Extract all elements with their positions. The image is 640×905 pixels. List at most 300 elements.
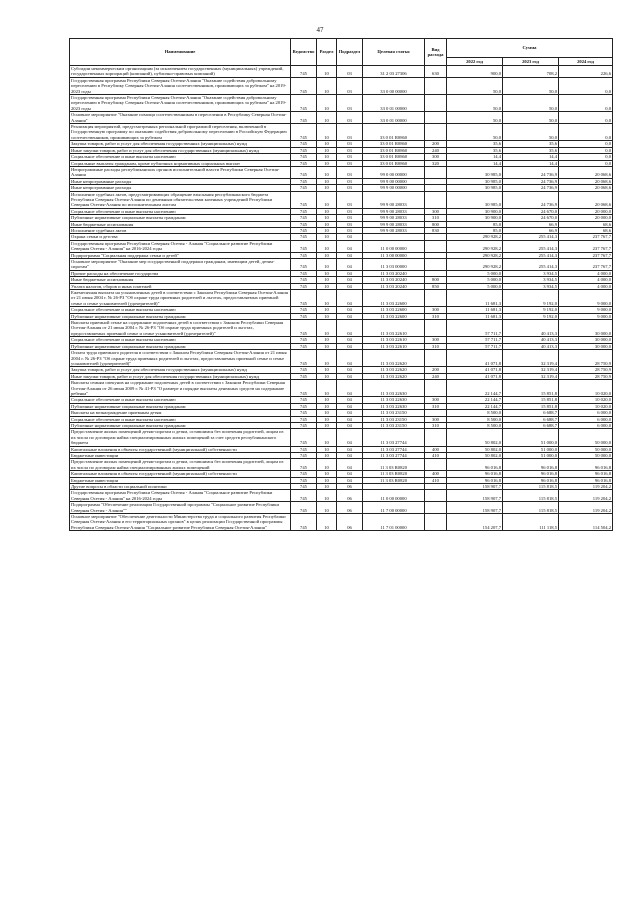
cell-name: Публичные нормативные социальные выплаты гражданам (70, 422, 291, 428)
cell-sum-2023: 255 414,3 (503, 234, 559, 240)
cell-section: 10 (317, 277, 337, 283)
cell-sum-2024: 20 000,0 (559, 208, 613, 214)
cell-target-article: 11 3 03 23150 (363, 422, 425, 428)
cell-target-article: 33 0 01 R0860 (363, 124, 425, 141)
table-row (70, 124, 613, 141)
cell-sum-2024: 6 000,0 (559, 422, 613, 428)
cell-subsection: 04 (337, 234, 363, 240)
cell-sum-2024: 6 000,0 (559, 416, 613, 422)
table-row (70, 514, 613, 531)
cell-subsection: 03 (337, 215, 363, 221)
cell-sum-2023: 40 413,3 (503, 343, 559, 349)
cell-name: Иные бюджетные ассигнования (70, 277, 291, 283)
cell-section: 10 (317, 471, 337, 477)
cell-subsection: 04 (337, 416, 363, 422)
cell-subsection: 04 (337, 277, 363, 283)
cell-target-article: 33 0 01 00000 (363, 95, 425, 112)
header-year-2022: 2022 год (447, 58, 503, 66)
cell-sum-2022: 30 985,0 (447, 191, 503, 208)
cell-sum-2022: 57 711,7 (447, 320, 503, 337)
cell-sum-2024: 4 000,0 (559, 277, 613, 283)
cell-sum-2022: 50 802,0 (447, 429, 503, 446)
cell-name: Подпрограмма "Социальная поддержка семьи и детей" (70, 252, 291, 258)
cell-subsection: 04 (337, 259, 363, 271)
cell-sum-2024: 237 767,7 (559, 252, 613, 258)
cell-sum-2024: 68,6 (559, 227, 613, 233)
cell-sum-2022: 22 144,7 (447, 403, 503, 409)
cell-sum-2023: 14,4 (503, 160, 559, 166)
cell-sum-2023: 14,4 (503, 154, 559, 160)
cell-expense-type (425, 77, 447, 94)
cell-ministry: 745 (291, 459, 317, 471)
cell-subsection: 03 (337, 112, 363, 124)
table-row (70, 490, 613, 502)
cell-section: 10 (317, 313, 337, 319)
cell-ministry: 745 (291, 514, 317, 531)
cell-target-article: 99 9 00 28033 (363, 227, 425, 233)
cell-name: Государственная программа Республики Северная Осетия-Алания "Оказание содействия добровольному переселению в Республику Северная Осетия-Алания соотечественников, проживающих за рубежом" на 2019-2023 годы (70, 77, 291, 94)
cell-expense-type: 310 (425, 422, 447, 428)
cell-ministry: 745 (291, 191, 317, 208)
cell-subsection: 04 (337, 313, 363, 319)
cell-subsection: 03 (337, 191, 363, 208)
cell-sum-2022: 50,0 (447, 112, 503, 124)
cell-subsection: 04 (337, 283, 363, 289)
cell-name: Исполнение судебных актов (70, 227, 291, 233)
cell-subsection: 04 (337, 373, 363, 379)
cell-sum-2022: 85,0 (447, 221, 503, 227)
cell-target-article: 33 0 01 R0860 (363, 147, 425, 153)
cell-sum-2022: 158 907,7 (447, 490, 503, 502)
cell-ministry: 745 (291, 208, 317, 214)
cell-expense-type: 300 (425, 337, 447, 343)
cell-expense-type (425, 95, 447, 112)
table-row (70, 459, 613, 471)
cell-target-article: 99 9 00 00000 (363, 178, 425, 184)
cell-section: 10 (317, 191, 337, 208)
cell-name: Социальное обеспечение и иные выплаты населению (70, 416, 291, 422)
cell-ministry: 745 (291, 320, 317, 337)
cell-ministry: 745 (291, 471, 317, 477)
header-section: Раздел (317, 39, 337, 66)
cell-sum-2022: 41 071,8 (447, 350, 503, 367)
cell-section: 10 (317, 259, 337, 271)
table-row (70, 191, 613, 208)
cell-target-article: 11 3 03 27744 (363, 429, 425, 446)
cell-sum-2023: 115 818,5 (503, 502, 559, 514)
cell-sum-2022: 22 144,7 (447, 380, 503, 397)
cell-sum-2022: 50 802,0 (447, 446, 503, 452)
cell-ministry: 745 (291, 259, 317, 271)
table-row (70, 380, 613, 397)
cell-ministry: 745 (291, 453, 317, 459)
cell-sum-2024: 0,0 (559, 147, 613, 153)
cell-expense-type (425, 290, 447, 307)
cell-ministry: 745 (291, 270, 317, 276)
cell-sum-2023: 3 934,5 (503, 283, 559, 289)
cell-target-article: 11 3 03 22610 (363, 343, 425, 349)
cell-subsection: 04 (337, 380, 363, 397)
cell-sum-2024: 96 016,8 (559, 477, 613, 483)
cell-subsection: 04 (337, 453, 363, 459)
cell-sum-2024: 237 767,7 (559, 240, 613, 252)
cell-name: Другие вопросы в области социальной политики (70, 484, 291, 490)
cell-subsection: 03 (337, 77, 363, 94)
cell-sum-2024: 119 204,2 (559, 484, 613, 490)
cell-section: 10 (317, 484, 337, 490)
cell-expense-type (425, 166, 447, 178)
cell-ministry: 745 (291, 422, 317, 428)
cell-section: 10 (317, 307, 337, 313)
cell-target-article: 99 9 00 28033 (363, 215, 425, 221)
cell-sum-2024: 237 767,7 (559, 259, 613, 271)
cell-sum-2023: 3 934,5 (503, 277, 559, 283)
cell-target-article: 11 3 03 20240 (363, 277, 425, 283)
cell-name: Предоставление жилых помещений детям-сиротам и детям, оставшимся без попечения родителей, лицам из их числа по договорам найма специализированных жилых помещений (70, 459, 291, 471)
cell-name: Субсидии некоммерческим организациям (за исключением государственных (муниципальных) учреждений, государственных корпораций (компаний), публично-правовых компаний) (70, 66, 291, 78)
cell-subsection: 03 (337, 166, 363, 178)
cell-sum-2023: 66,9 (503, 227, 559, 233)
cell-sum-2024: 10 020,0 (559, 397, 613, 403)
cell-sum-2023: 255 414,3 (503, 252, 559, 258)
cell-sum-2024: 20 000,0 (559, 215, 613, 221)
cell-sum-2022: 158 907,7 (447, 484, 503, 490)
cell-ministry: 745 (291, 66, 317, 78)
header-target-article: Целевая статья (363, 39, 425, 66)
cell-sum-2022: 290 928,2 (447, 252, 503, 258)
cell-sum-2023: 50,0 (503, 112, 559, 124)
cell-sum-2023: 708,2 (503, 66, 559, 78)
cell-sum-2022: 35,6 (447, 141, 503, 147)
cell-expense-type (425, 429, 447, 446)
header-name: Наименование (70, 39, 291, 66)
cell-sum-2022: 5 000,0 (447, 283, 503, 289)
cell-section: 10 (317, 283, 337, 289)
cell-target-article: 11 3 03 22610 (363, 337, 425, 343)
cell-ministry: 745 (291, 290, 317, 307)
cell-sum-2022: 96 016,8 (447, 459, 503, 471)
cell-expense-type (425, 490, 447, 502)
cell-ministry: 745 (291, 484, 317, 490)
cell-expense-type: 300 (425, 397, 447, 403)
cell-section: 10 (317, 160, 337, 166)
cell-expense-type: 200 (425, 141, 447, 147)
cell-sum-2022: 290 928,2 (447, 240, 503, 252)
cell-sum-2024: 0,0 (559, 160, 613, 166)
cell-ministry: 745 (291, 124, 317, 141)
cell-expense-type (425, 502, 447, 514)
cell-target-article: 11 3 03 23150 (363, 410, 425, 416)
cell-sum-2022: 14,4 (447, 154, 503, 160)
cell-target-article: 33 0 01 R0860 (363, 154, 425, 160)
cell-target-article: 11 3 03 22600 (363, 307, 425, 313)
cell-sum-2023: 24 736,9 (503, 185, 559, 191)
cell-expense-type (425, 514, 447, 531)
cell-sum-2024: 96 016,8 (559, 471, 613, 477)
cell-ministry: 745 (291, 367, 317, 373)
cell-section: 10 (317, 477, 337, 483)
cell-sum-2024: 20 068,6 (559, 178, 613, 184)
cell-name: Иные бюджетные ассигнования (70, 221, 291, 227)
cell-sum-2024: 30 000,0 (559, 343, 613, 349)
cell-sum-2024: 0,0 (559, 77, 613, 94)
table-row (70, 290, 613, 307)
cell-name: Государственная программа Республики Северная Осетия - Алания "Социальное развитие Республики Северная Осетия - Алания" на 2016-2024 годы (70, 490, 291, 502)
cell-subsection: 03 (337, 141, 363, 147)
cell-ministry: 745 (291, 240, 317, 252)
cell-target-article: 11 3 03 22600 (363, 313, 425, 319)
cell-name: Бюджетные инвестиции (70, 477, 291, 483)
cell-sum-2023: 111 118,5 (503, 514, 559, 531)
cell-sum-2023: 50,0 (503, 95, 559, 112)
cell-name: Социальное обеспечение и иные выплаты населению (70, 397, 291, 403)
cell-subsection: 04 (337, 240, 363, 252)
cell-sum-2023: 15 851,8 (503, 403, 559, 409)
cell-section: 10 (317, 124, 337, 141)
cell-sum-2023: 51 000,0 (503, 453, 559, 459)
cell-section: 10 (317, 66, 337, 78)
cell-subsection: 04 (337, 477, 363, 483)
cell-target-article: 11 3 03 22620 (363, 350, 425, 367)
cell-section: 10 (317, 221, 337, 227)
header-expense-type: Вид расхода (425, 39, 447, 66)
cell-target-article: 11 3 03 22620 (363, 373, 425, 379)
cell-sum-2023: 24 736,9 (503, 191, 559, 208)
cell-sum-2023: 115 818,5 (503, 490, 559, 502)
cell-sum-2024: 0,0 (559, 124, 613, 141)
cell-sum-2023: 50,0 (503, 77, 559, 94)
cell-section: 10 (317, 453, 337, 459)
cell-subsection: 03 (337, 160, 363, 166)
cell-target-article: 33 0 01 R0860 (363, 141, 425, 147)
cell-target-article: 11 3 03 22620 (363, 367, 425, 373)
cell-ministry: 745 (291, 221, 317, 227)
cell-ministry: 745 (291, 141, 317, 147)
cell-sum-2024: 50 000,0 (559, 429, 613, 446)
cell-section: 10 (317, 185, 337, 191)
cell-sum-2024: 30 000,0 (559, 320, 613, 337)
cell-sum-2022: 57 711,7 (447, 343, 503, 349)
cell-sum-2024: 30 000,0 (559, 337, 613, 343)
cell-subsection: 03 (337, 227, 363, 233)
cell-expense-type (425, 240, 447, 252)
cell-sum-2024: 9 000,0 (559, 313, 613, 319)
cell-sum-2023: 6 688,7 (503, 422, 559, 428)
cell-sum-2024: 50 000,0 (559, 446, 613, 452)
cell-sum-2024: 28 750,9 (559, 367, 613, 373)
cell-sum-2022: 30 985,0 (447, 185, 503, 191)
cell-target-article: 11 3 03 00000 (363, 259, 425, 271)
cell-section: 10 (317, 141, 337, 147)
cell-sum-2023: 96 016,8 (503, 459, 559, 471)
cell-sum-2023: 15 851,8 (503, 397, 559, 403)
cell-subsection: 04 (337, 252, 363, 258)
cell-expense-type: 310 (425, 313, 447, 319)
cell-subsection: 03 (337, 185, 363, 191)
cell-sum-2023: 6 688,7 (503, 416, 559, 422)
cell-section: 10 (317, 270, 337, 276)
cell-subsection: 04 (337, 320, 363, 337)
cell-expense-type: 310 (425, 403, 447, 409)
cell-section: 10 (317, 343, 337, 349)
cell-ministry: 745 (291, 416, 317, 422)
table-row (70, 350, 613, 367)
cell-name: Социальное обеспечение и иные выплаты населению (70, 307, 291, 313)
cell-sum-2022: 290 928,2 (447, 234, 503, 240)
cell-name: Капитальные вложения в объекты государственной (муниципальной) собственности (70, 446, 291, 452)
cell-subsection: 03 (337, 178, 363, 184)
cell-target-article: 11 3 03 R0820 (363, 477, 425, 483)
budget-table (69, 38, 613, 531)
cell-name: Иные непрограммные расходы (70, 185, 291, 191)
cell-subsection: 03 (337, 147, 363, 153)
cell-name: Иные непрограммные расходы (70, 178, 291, 184)
cell-section: 10 (317, 337, 337, 343)
cell-section: 10 (317, 429, 337, 446)
cell-subsection: 06 (337, 514, 363, 531)
cell-sum-2022: 11 681,3 (447, 290, 503, 307)
cell-ministry: 745 (291, 502, 317, 514)
cell-sum-2023: 24 670,0 (503, 215, 559, 221)
table-row (70, 259, 613, 271)
cell-target-article: 11 0 00 00000 (363, 240, 425, 252)
cell-subsection: 04 (337, 446, 363, 452)
cell-sum-2022: 35,6 (447, 147, 503, 153)
cell-section: 10 (317, 502, 337, 514)
cell-ministry: 745 (291, 234, 317, 240)
table-row (70, 429, 613, 446)
cell-expense-type (425, 459, 447, 471)
cell-sum-2023: 6 688,7 (503, 410, 559, 416)
table-body (70, 66, 613, 531)
cell-sum-2024: 0,0 (559, 141, 613, 147)
cell-target-article: 99 9 00 28033 (363, 221, 425, 227)
cell-section: 10 (317, 227, 337, 233)
cell-sum-2022: 290 928,2 (447, 259, 503, 271)
cell-section: 10 (317, 166, 337, 178)
cell-subsection: 04 (337, 350, 363, 367)
cell-sum-2024: 28 750,9 (559, 373, 613, 379)
cell-subsection: 06 (337, 502, 363, 514)
cell-sum-2023: 66,9 (503, 221, 559, 227)
cell-target-article: 33 0 00 00000 (363, 77, 425, 94)
cell-ministry: 745 (291, 490, 317, 502)
cell-target-article: 33 0 01 R0860 (363, 160, 425, 166)
cell-section: 10 (317, 416, 337, 422)
cell-section: 10 (317, 77, 337, 94)
cell-expense-type: 240 (425, 147, 447, 153)
cell-sum-2023: 9 192,0 (503, 313, 559, 319)
cell-name: Непрограммные расходы республиканских органов исполнительной власти Республики Северная Осетия-Алания (70, 166, 291, 178)
header-sum: Сумма (447, 39, 613, 58)
cell-sum-2022: 22 144,7 (447, 397, 503, 403)
cell-section: 10 (317, 373, 337, 379)
cell-sum-2023: 24 670,0 (503, 208, 559, 214)
cell-sum-2022: 154 207,7 (447, 514, 503, 531)
cell-sum-2022: 900,0 (447, 66, 503, 78)
cell-name: Основное мероприятие "Оказание помощи соотечественникам в переселении в Республику Северная Осетия-Алания" (70, 112, 291, 124)
cell-sum-2022: 50,0 (447, 77, 503, 94)
cell-expense-type (425, 380, 447, 397)
header-year-2024: 2024 год (559, 58, 613, 66)
cell-subsection: 04 (337, 337, 363, 343)
table-row (70, 66, 613, 78)
page-number: 47 (316, 26, 324, 34)
cell-ministry: 745 (291, 77, 317, 94)
cell-subsection: 04 (337, 270, 363, 276)
cell-sum-2023: 3 934,5 (503, 270, 559, 276)
cell-section: 10 (317, 95, 337, 112)
cell-ministry: 745 (291, 429, 317, 446)
cell-target-article: 11 3 03 27744 (363, 446, 425, 452)
table-row (70, 112, 613, 124)
cell-ministry: 745 (291, 397, 317, 403)
cell-sum-2022: 57 711,7 (447, 337, 503, 343)
cell-sum-2022: 96 016,8 (447, 471, 503, 477)
cell-ministry: 745 (291, 277, 317, 283)
cell-sum-2023: 24 736,9 (503, 178, 559, 184)
cell-expense-type: 310 (425, 215, 447, 221)
cell-expense-type (425, 259, 447, 271)
cell-section: 10 (317, 422, 337, 428)
cell-subsection: 06 (337, 484, 363, 490)
cell-ministry: 745 (291, 313, 317, 319)
cell-expense-type: 410 (425, 477, 447, 483)
cell-ministry: 745 (291, 446, 317, 452)
cell-target-article: 11 3 03 R0820 (363, 471, 425, 477)
cell-ministry: 745 (291, 410, 317, 416)
cell-subsection: 04 (337, 459, 363, 471)
cell-sum-2024: 28 750,9 (559, 350, 613, 367)
cell-sum-2024: 0,0 (559, 112, 613, 124)
cell-subsection: 03 (337, 221, 363, 227)
cell-subsection: 03 (337, 124, 363, 141)
cell-sum-2024: 10 020,0 (559, 380, 613, 397)
cell-name: Выплаты семьям опекунов на содержание подопечных детей в соответствии с Законом Республики Северная Осетия-Алания от 26 июня 2009 г. № 41-РЗ "О размере и порядке выплаты денежных средств на содержание ребенка" (70, 380, 291, 397)
cell-section: 10 (317, 147, 337, 153)
cell-expense-type: 800 (425, 221, 447, 227)
cell-name: Прочие расходы на обеспечение государства (70, 270, 291, 276)
cell-sum-2023: 40 413,3 (503, 337, 559, 343)
cell-section: 10 (317, 514, 337, 531)
cell-sum-2024: 9 000,0 (559, 307, 613, 313)
cell-sum-2022: 30 900,0 (447, 215, 503, 221)
cell-sum-2024: 10 020,0 (559, 403, 613, 409)
cell-subsection: 03 (337, 208, 363, 214)
cell-sum-2023: 255 414,3 (503, 259, 559, 271)
table-row (70, 240, 613, 252)
cell-name: Социальное обеспечение и иные выплаты населению (70, 208, 291, 214)
cell-target-article: 11 3 03 22610 (363, 320, 425, 337)
cell-subsection: 04 (337, 367, 363, 373)
cell-target-article: 99 9 00 00000 (363, 185, 425, 191)
cell-expense-type (425, 320, 447, 337)
cell-expense-type: 410 (425, 453, 447, 459)
cell-sum-2024: 4 000,0 (559, 283, 613, 289)
cell-target-article: 99 9 00 28033 (363, 191, 425, 208)
cell-ministry: 745 (291, 252, 317, 258)
cell-sum-2024: 4 000,0 (559, 270, 613, 276)
cell-target-article: 99 0 00 00000 (363, 166, 425, 178)
cell-section: 10 (317, 252, 337, 258)
cell-section: 10 (317, 367, 337, 373)
cell-subsection: 06 (337, 490, 363, 502)
cell-sum-2023: 9 192,0 (503, 290, 559, 307)
cell-ministry: 745 (291, 215, 317, 221)
cell-name: Социальное обеспечение и иные выплаты населению (70, 337, 291, 343)
cell-sum-2022: 8 500,0 (447, 416, 503, 422)
cell-name: Капитальные вложения в объекты государственной (муниципальной) собственности (70, 471, 291, 477)
